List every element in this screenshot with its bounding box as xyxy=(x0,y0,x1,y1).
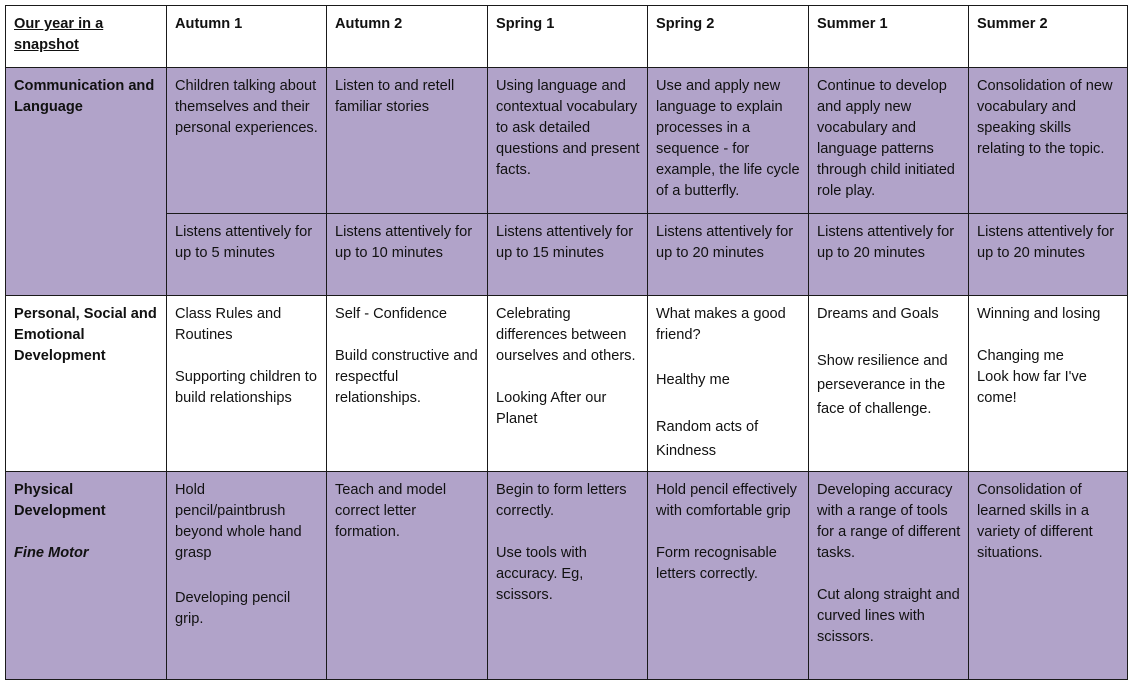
fine-motor-label: Fine Motor xyxy=(14,545,89,561)
pse-spring-1-line: Looking After our Planet xyxy=(496,390,607,427)
pse-summer-2 xyxy=(969,296,1128,472)
physical-spring-1 xyxy=(488,472,648,680)
pse-spring-2-line: Healthy me xyxy=(656,372,730,388)
pse-autumn-2-line: Build constructive and respectful relationships. xyxy=(335,348,478,406)
physical-spring-2-line: Hold pencil effectively with comfortable grip xyxy=(656,482,797,519)
physical-autumn-1-line: Developing pencil grip. xyxy=(175,590,291,627)
communication-spring-1: Using language and contextual vocabulary to ask detailed questions and present facts. xyxy=(488,68,648,214)
physical-summer-2 xyxy=(969,472,1128,680)
term-header-summer-2: Summer 2 xyxy=(969,6,1128,68)
physical-label: Physical Development xyxy=(14,482,106,519)
listening-spring-1: Listens attentively for up to 15 minutes xyxy=(488,214,648,296)
physical-spring-2-line: Form recognisable letters correctly. xyxy=(656,545,777,582)
physical-summer-1-line: Developing accuracy with a range of tools for a range of different tasks. xyxy=(817,482,961,561)
communication-row xyxy=(6,68,1128,214)
communication-autumn-1: Children talking about themselves and their personal experiences. xyxy=(167,68,327,214)
pse-autumn-2-line: Self - Confidence xyxy=(335,306,447,322)
pse-autumn-1-line: Supporting children to build relationships xyxy=(175,369,317,406)
listening-summer-1: Listens attentively for up to 20 minutes xyxy=(809,214,969,296)
pse-spring-1 xyxy=(488,296,648,472)
physical-spring-1-line: Use tools with accuracy. Eg, scissors. xyxy=(496,545,587,603)
term-header-spring-2: Spring 2 xyxy=(648,6,809,68)
communication-summer-2: Consolidation of new vocabulary and speaking skills relating to the topic. xyxy=(969,68,1128,214)
listening-row xyxy=(6,214,1128,296)
table-title: Our year in a snapshot xyxy=(6,6,167,68)
term-header-summer-1: Summer 1 xyxy=(809,6,969,68)
listening-summer-2: Listens attentively for up to 20 minutes xyxy=(969,214,1128,296)
pse-autumn-1-line: Class Rules and Routines xyxy=(175,306,282,343)
physical-autumn-1 xyxy=(167,472,327,680)
pse-summer-2-line: Changing me xyxy=(977,348,1064,364)
physical-summer-1-line: Cut along straight and curved lines with scissors. xyxy=(817,587,960,645)
listening-autumn-2: Listens attentively for up to 10 minutes xyxy=(327,214,488,296)
physical-summer-1 xyxy=(809,472,969,680)
pse-spring-2 xyxy=(648,296,809,472)
curriculum-overview-table xyxy=(5,5,1128,680)
pse-autumn-2 xyxy=(327,296,488,472)
physical-autumn-2 xyxy=(327,472,488,680)
row-label-pse: Personal, Social and Emotional Development xyxy=(6,296,167,472)
communication-summer-1: Continue to develop and apply new vocabulary and language patterns through child initiated role play. xyxy=(809,68,969,214)
pse-row xyxy=(6,296,1128,472)
row-label-communication: Communication and Language xyxy=(6,68,167,296)
listening-spring-2: Listens attentively for up to 20 minutes xyxy=(648,214,809,296)
pse-spring-1-line: Celebrating differences between ourselves and others. xyxy=(496,306,636,364)
physical-autumn-1-line: Hold pencil/paintbrush beyond whole hand grasp xyxy=(175,482,302,561)
pse-summer-2-line: Look how far I've come! xyxy=(977,369,1087,406)
physical-spring-1-line: Begin to form letters correctly. xyxy=(496,482,627,519)
pse-summer-1-line: Show resilience and perseverance in the face of challenge. xyxy=(817,353,948,417)
physical-autumn-2-line: Teach and model correct letter formation. xyxy=(335,482,447,540)
pse-spring-2-line: What makes a good friend? xyxy=(656,306,786,343)
communication-autumn-2: Listen to and retell familiar stories xyxy=(327,68,488,214)
pse-summer-1-line: Dreams and Goals xyxy=(817,306,939,322)
pse-autumn-1 xyxy=(167,296,327,472)
physical-summer-2-line: Consolidation of learned skills in a variety of different situations. xyxy=(977,482,1093,561)
physical-row xyxy=(6,472,1128,680)
term-header-autumn-2: Autumn 2 xyxy=(327,6,488,68)
listening-autumn-1: Listens attentively for up to 5 minutes xyxy=(167,214,327,296)
pse-spring-2-line: Random acts of Kindness xyxy=(656,419,759,459)
row-label-physical xyxy=(6,472,167,680)
header-row xyxy=(6,6,1128,68)
pse-summer-1 xyxy=(809,296,969,472)
term-header-spring-1: Spring 1 xyxy=(488,6,648,68)
communication-spring-2: Use and apply new language to explain processes in a sequence - for example, the life cycle of a butterfly. xyxy=(648,68,809,214)
term-header-autumn-1: Autumn 1 xyxy=(167,6,327,68)
physical-spring-2 xyxy=(648,472,809,680)
pse-summer-2-line: Winning and losing xyxy=(977,306,1101,322)
